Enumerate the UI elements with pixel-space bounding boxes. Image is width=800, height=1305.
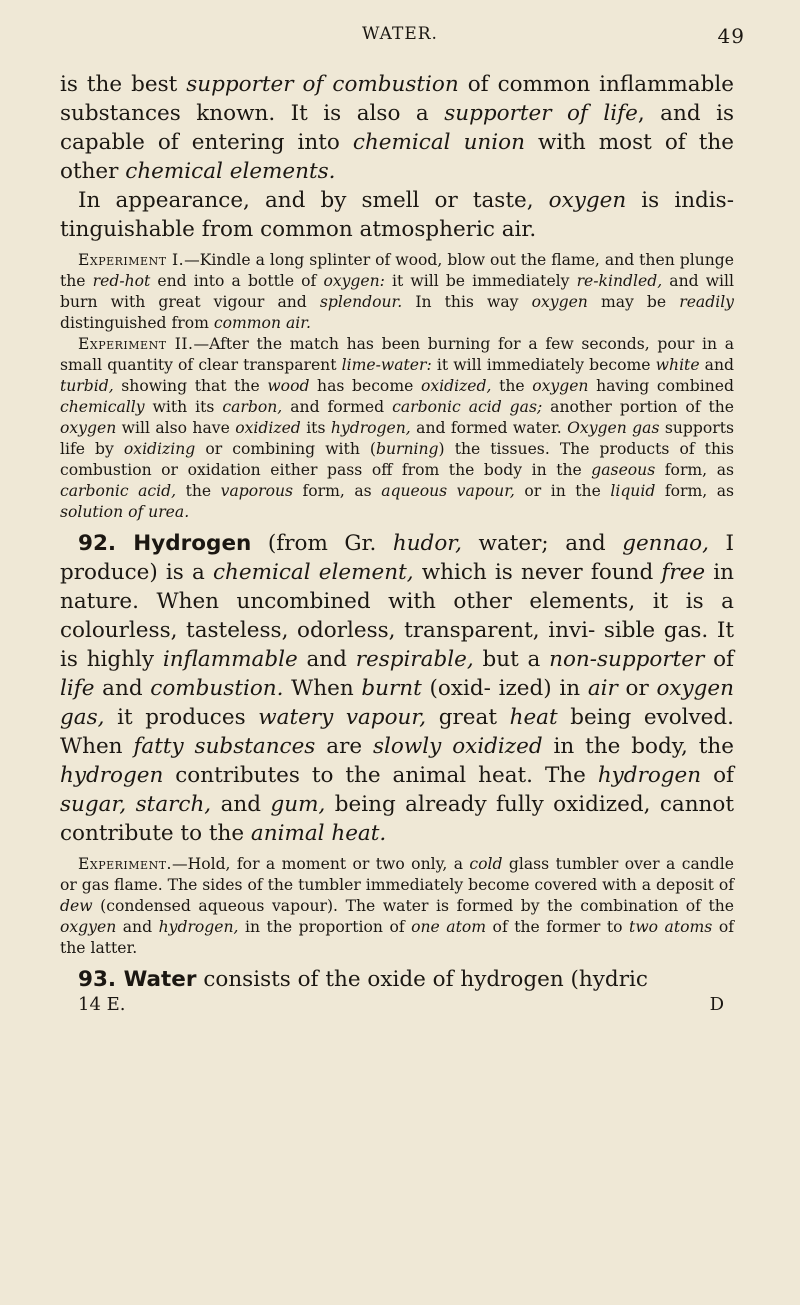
italic-term: hydrogen — [60, 763, 164, 788]
italic-term: animal heat. — [250, 821, 387, 846]
text-run: it produces — [104, 705, 259, 730]
text-run: of the latter. — [60, 918, 734, 957]
text-run: —Hold, for a moment or two only, a — [172, 855, 470, 873]
italic-term: red-hot — [92, 272, 151, 290]
section-92-hydrogen — [60, 529, 734, 848]
text-run: form, as — [655, 482, 734, 500]
italic-term: Oxygen gas — [567, 419, 660, 437]
italic-term: hudor, — [392, 531, 463, 556]
italic-term: carbonic acid, — [60, 482, 177, 500]
text-run: may be — [587, 293, 680, 311]
italic-term: oxidizing — [123, 440, 196, 458]
text-run: in the proportion of — [238, 918, 412, 936]
text-run: being evolved. When — [60, 705, 734, 759]
italic-term: splendour. — [319, 293, 403, 311]
italic-term: readily — [679, 293, 734, 311]
italic-term: lime-water: — [341, 356, 432, 374]
italic-term: chemical elements. — [125, 159, 336, 184]
italic-term: chemical element, — [213, 560, 414, 585]
text-run: of — [701, 763, 734, 788]
italic-term: oxidized, — [420, 377, 492, 395]
italic-term: gum, — [270, 792, 326, 817]
text-run: which is never found — [413, 560, 662, 585]
running-title: WATER. — [362, 24, 438, 44]
text-run: and formed water. — [410, 419, 568, 437]
italic-term: respirable, — [355, 647, 474, 672]
signature-mark: D — [709, 994, 724, 1015]
text-run: or — [617, 676, 657, 701]
text-run: end into a bottle of — [150, 272, 324, 290]
text-run: —Kindle a long splinter of wood, blow out the flame, and then plunge the — [60, 251, 734, 290]
experiment-label: Experiment. — [78, 855, 172, 873]
paragraph-continued — [60, 70, 734, 186]
italic-term: free — [661, 560, 706, 585]
signature: 14 E. — [78, 994, 126, 1015]
text-run: but a — [473, 647, 550, 672]
italic-term: aqueous vapour, — [381, 482, 515, 500]
text-run: the — [176, 482, 221, 500]
signature-line — [60, 994, 734, 1018]
text-run: has become — [309, 377, 421, 395]
experiment-label: Experiment II. — [78, 335, 194, 353]
italic-term: burnt — [361, 676, 422, 701]
text-run: showing that the — [113, 377, 268, 395]
section-93-water — [60, 965, 734, 994]
text-run: is the best — [60, 72, 187, 97]
text-run: contributes to the animal heat. The — [163, 763, 598, 788]
italic-term: common air. — [213, 314, 311, 332]
text-run: (from Gr. — [251, 531, 393, 556]
text-run: of — [704, 647, 734, 672]
italic-term: re-kindled, — [576, 272, 663, 290]
text-run: ) the tissues. The products of this combustion or oxidation either pass off from the body in the — [60, 440, 734, 479]
italic-term: oxygen — [531, 293, 588, 311]
italic-term: air — [587, 676, 618, 701]
italic-term: white — [655, 356, 700, 374]
italic-term: two atoms — [629, 918, 713, 936]
text-run: or combining with ( — [195, 440, 376, 458]
text-run: in the body, the — [542, 734, 734, 759]
text-run: and will burn with great vigour and — [60, 272, 735, 311]
italic-term: carbonic acid gas; — [392, 398, 543, 416]
italic-term: oxygen — [532, 377, 589, 395]
italic-term: chemical union — [352, 130, 525, 155]
italic-term: gennao, — [622, 531, 709, 556]
italic-term: oxygen — [548, 188, 627, 213]
italic-term: hydrogen, — [330, 419, 411, 437]
text-run: (condensed aqueous vapour). The water is formed by the combination of the — [92, 897, 734, 915]
italic-term: solution of urea. — [60, 503, 190, 521]
italic-term: oxygen — [60, 419, 117, 437]
text-run: (oxid- ized) in — [421, 676, 588, 701]
section-heading: 92. Hydrogen — [78, 531, 252, 556]
text-run: and — [94, 676, 151, 701]
experiment-3 — [60, 854, 734, 959]
experiment-2 — [60, 334, 734, 523]
text-run: in nature. When uncombined with other elements, it is a colourless, tasteless, odorless, transparent, invi- sible gas. It is highly — [60, 560, 735, 672]
italic-term: hydrogen, — [158, 918, 239, 936]
italic-term: one atom — [411, 918, 487, 936]
italic-term: vaporous — [220, 482, 294, 500]
italic-term: cold — [469, 855, 503, 873]
text-run: form, as — [655, 461, 734, 479]
italic-term: fatty substances — [133, 734, 316, 759]
text-run: water; and — [462, 531, 623, 556]
text-run: In this way — [402, 293, 532, 311]
italic-term: non-supporter — [549, 647, 705, 672]
italic-term: heat — [509, 705, 558, 730]
text-run: it will be immediately — [384, 272, 577, 290]
text-run: the — [491, 377, 533, 395]
italic-term: oxygen gas, — [60, 676, 735, 730]
text-run: I produce) is a — [60, 531, 735, 585]
text-run: , and is capable of entering into — [60, 101, 734, 155]
italic-term: oxidized — [235, 419, 301, 437]
text-run: with most of the other — [60, 130, 735, 184]
italic-term: watery vapour, — [258, 705, 427, 730]
text-run: or in the — [514, 482, 611, 500]
italic-term: gaseous — [591, 461, 656, 479]
text-run: —After the match has been burning for a few seconds, pour in a small quantity of clear transparent — [60, 335, 734, 374]
text-run: form, as — [293, 482, 382, 500]
italic-term: turbid, — [60, 377, 114, 395]
text-run: In appearance, and by smell or taste, — [78, 188, 549, 213]
italic-term: sugar, starch, — [60, 792, 212, 817]
text-run: it will immediately become — [431, 356, 656, 374]
italic-term: oxygen: — [323, 272, 385, 290]
experiment-1 — [60, 250, 734, 334]
text-run: being already fully oxidized, cannot contribute to the — [60, 792, 734, 846]
text-run: its — [300, 419, 331, 437]
italic-term: burning — [376, 440, 439, 458]
text-run: and — [699, 356, 735, 374]
page-number: 49 — [717, 24, 745, 48]
text-run: and — [297, 647, 356, 672]
italic-term: combustion. — [150, 676, 284, 701]
italic-term: inflammable — [162, 647, 298, 672]
text-run: another portion of the — [542, 398, 734, 416]
text-run: When — [283, 676, 362, 701]
text-run: distinguished from — [60, 314, 214, 332]
text-run: supports life by — [60, 419, 734, 458]
text-run: are — [315, 734, 373, 759]
italic-term: supporter of life — [444, 101, 638, 126]
text-run: consists of the oxide of hydrogen (hydric — [196, 967, 648, 992]
text-run: glass tumbler over a candle or gas flame. The sides of the tumbler immediately become covered with a deposit of — [60, 855, 734, 894]
text-run: and formed — [282, 398, 393, 416]
text-run: and — [211, 792, 271, 817]
italic-term: wood — [267, 377, 310, 395]
text-run: of the former to — [486, 918, 630, 936]
italic-term: oxgyen — [60, 918, 117, 936]
italic-term: liquid — [610, 482, 656, 500]
italic-term: life — [60, 676, 95, 701]
text-run: is indis- tinguishable from common atmospheric air. — [60, 188, 734, 242]
italic-term: hydrogen — [597, 763, 702, 788]
italic-term: supporter of combustion — [186, 72, 459, 97]
italic-term: carbon, — [222, 398, 283, 416]
experiment-label: Experiment I. — [78, 251, 185, 269]
text-run: having combined — [588, 377, 734, 395]
text-run: of common inflammable substances known. It is also a — [60, 72, 734, 126]
italic-term: dew — [60, 897, 93, 915]
text-run: and — [116, 918, 159, 936]
paragraph-appearance — [60, 186, 734, 244]
text-run: will also have — [116, 419, 236, 437]
italic-term: chemically — [60, 398, 145, 416]
text-run: great — [426, 705, 510, 730]
italic-term: slowly oxidized — [373, 734, 543, 759]
text-run: with its — [144, 398, 223, 416]
section-heading: 93. Water — [78, 967, 197, 992]
